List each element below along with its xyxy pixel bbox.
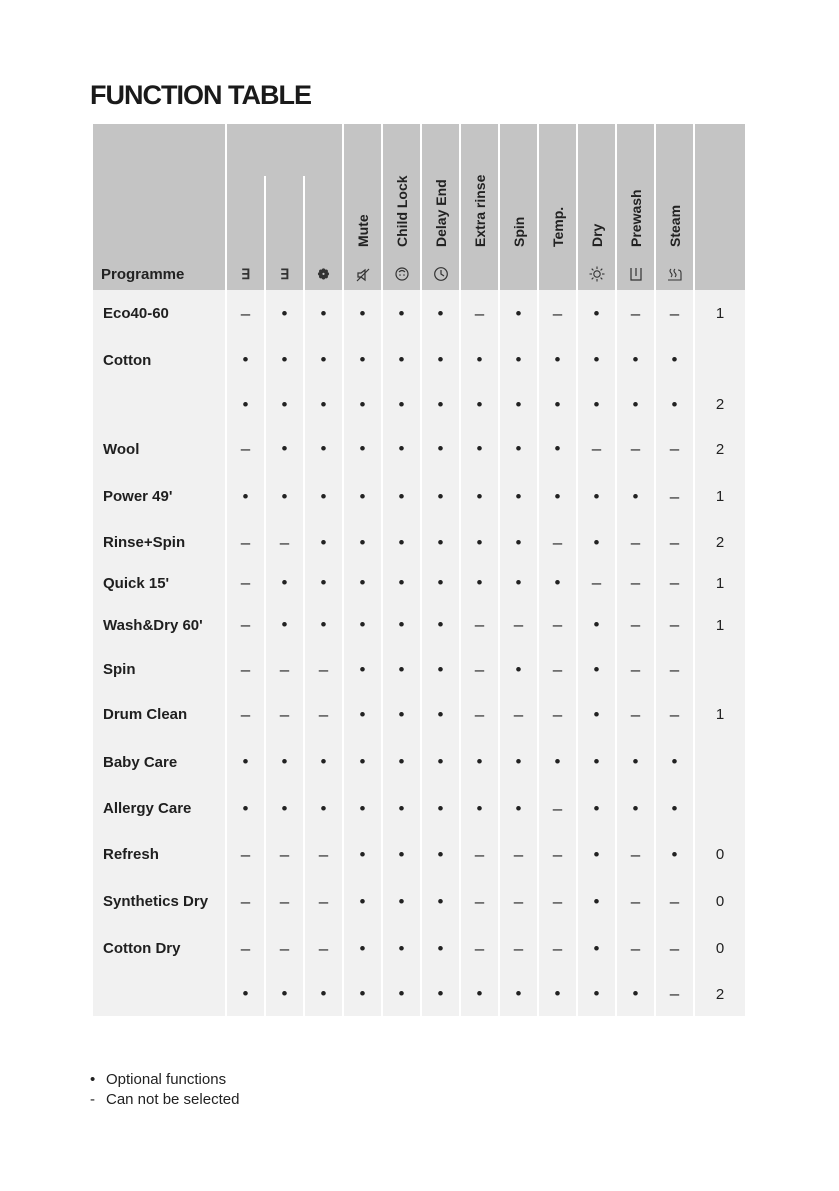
function-mark: • — [461, 521, 498, 564]
table-row — [93, 337, 745, 383]
function-mark: – — [266, 691, 303, 738]
function-mark: • — [305, 564, 342, 602]
function-mark: – — [266, 878, 303, 925]
function-mark: • — [344, 972, 381, 1016]
col-label-spin: Spin — [510, 216, 527, 247]
softener-compartment-icon: ❁ — [317, 266, 330, 282]
function-mark: • — [344, 337, 381, 383]
function-mark: • — [344, 521, 381, 564]
function-mark: – — [656, 426, 693, 472]
function-mark: • — [383, 831, 420, 878]
note-value: 0 — [695, 925, 745, 972]
function-mark: • — [344, 383, 381, 426]
note-value: 2 — [695, 426, 745, 472]
col-header-compartment-2 — [266, 176, 303, 290]
function-mark: – — [617, 564, 654, 602]
function-mark: – — [617, 831, 654, 878]
function-mark: • — [383, 925, 420, 972]
function-mark: • — [266, 602, 303, 648]
function-mark: • — [500, 564, 537, 602]
function-mark: • — [383, 290, 420, 337]
function-mark: – — [656, 972, 693, 1016]
function-mark: • — [500, 972, 537, 1016]
function-mark: • — [266, 786, 303, 831]
function-mark: – — [305, 648, 342, 691]
function-mark: • — [422, 831, 459, 878]
function-mark: • — [461, 972, 498, 1016]
note-value — [695, 648, 745, 691]
note-value: 1 — [695, 472, 745, 521]
function-mark: – — [617, 691, 654, 738]
function-mark: – — [539, 878, 576, 925]
function-mark: • — [383, 564, 420, 602]
programme-name: Wool — [93, 426, 225, 472]
function-mark: – — [227, 521, 264, 564]
function-mark: • — [305, 472, 342, 521]
function-mark: • — [578, 648, 615, 691]
col-label-temp: Temp. — [549, 206, 566, 247]
function-mark: – — [578, 564, 615, 602]
function-mark: • — [617, 472, 654, 521]
legend — [90, 1070, 239, 1110]
function-mark: • — [305, 521, 342, 564]
prewash-compartment-icon: ∃ — [241, 266, 250, 282]
function-mark: • — [617, 738, 654, 786]
function-mark: – — [617, 925, 654, 972]
col-label-prewash: Prewash — [627, 189, 644, 247]
function-mark: • — [227, 472, 264, 521]
programme-name: Allergy Care — [93, 786, 225, 831]
function-mark: – — [656, 472, 693, 521]
col-header-compartment-1 — [227, 176, 264, 290]
function-mark: • — [266, 337, 303, 383]
function-mark: – — [617, 521, 654, 564]
function-mark: • — [383, 383, 420, 426]
function-mark: • — [227, 972, 264, 1016]
function-mark: • — [500, 290, 537, 337]
function-mark: • — [656, 738, 693, 786]
legend-item-optional — [90, 1070, 239, 1090]
function-mark: – — [539, 290, 576, 337]
function-mark: – — [227, 648, 264, 691]
function-mark: – — [266, 648, 303, 691]
function-mark: – — [227, 691, 264, 738]
function-mark: – — [461, 878, 498, 925]
col-header-child-lock — [383, 124, 420, 290]
function-mark: • — [656, 383, 693, 426]
function-mark: • — [383, 648, 420, 691]
function-mark: – — [617, 878, 654, 925]
function-mark: • — [461, 337, 498, 383]
function-mark: – — [617, 426, 654, 472]
function-mark: – — [656, 878, 693, 925]
function-mark: – — [305, 878, 342, 925]
function-mark: • — [539, 564, 576, 602]
function-mark: – — [266, 521, 303, 564]
programme-name: Quick 15' — [93, 564, 225, 602]
programme-name: Cotton Dry — [93, 925, 225, 972]
function-mark: – — [227, 290, 264, 337]
function-mark: • — [461, 786, 498, 831]
function-mark: • — [227, 786, 264, 831]
page-title: FUNCTION TABLE — [90, 80, 311, 110]
programme-name: Baby Care — [93, 738, 225, 786]
function-mark: • — [578, 786, 615, 831]
function-mark: – — [656, 564, 693, 602]
function-mark: • — [344, 691, 381, 738]
function-mark: • — [539, 738, 576, 786]
function-mark: – — [539, 648, 576, 691]
function-mark: – — [656, 521, 693, 564]
function-mark: • — [422, 786, 459, 831]
col-header-steam — [656, 124, 693, 290]
function-mark: • — [500, 738, 537, 786]
table-row — [93, 925, 745, 972]
programme-name — [93, 972, 225, 1016]
function-mark: • — [617, 383, 654, 426]
child-lock-icon — [383, 265, 420, 282]
legend-symbol: • — [90, 1071, 96, 1088]
function-mark: • — [422, 878, 459, 925]
function-mark: • — [539, 972, 576, 1016]
note-value: 1 — [695, 691, 745, 738]
programme-name: Synthetics Dry — [93, 878, 225, 925]
function-mark: • — [383, 738, 420, 786]
function-mark: • — [578, 602, 615, 648]
function-mark: • — [617, 972, 654, 1016]
function-mark: • — [266, 738, 303, 786]
function-mark: • — [539, 383, 576, 426]
note-value: 1 — [695, 290, 745, 337]
function-mark: • — [266, 564, 303, 602]
function-mark: • — [344, 564, 381, 602]
function-mark: • — [578, 337, 615, 383]
function-mark: • — [383, 691, 420, 738]
col-header-mute — [344, 124, 381, 290]
function-mark: – — [227, 564, 264, 602]
function-mark: – — [461, 602, 498, 648]
function-mark: • — [578, 691, 615, 738]
programme-name: Power 49' — [93, 472, 225, 521]
function-mark: • — [383, 426, 420, 472]
function-mark: – — [305, 831, 342, 878]
function-mark: – — [461, 831, 498, 878]
function-mark: • — [578, 878, 615, 925]
function-mark: – — [500, 925, 537, 972]
col-header-compartment-3 — [305, 176, 342, 290]
function-mark: • — [227, 738, 264, 786]
function-mark: • — [578, 831, 615, 878]
function-mark: • — [422, 738, 459, 786]
function-mark: • — [383, 521, 420, 564]
col-label-dry: Dry — [588, 223, 605, 247]
function-mark: – — [656, 648, 693, 691]
function-mark: – — [227, 426, 264, 472]
note-value — [695, 786, 745, 831]
function-mark: • — [344, 426, 381, 472]
function-mark: • — [422, 564, 459, 602]
table-row — [93, 786, 745, 831]
function-mark: • — [344, 878, 381, 925]
function-mark: • — [227, 337, 264, 383]
function-mark: – — [656, 691, 693, 738]
function-mark: • — [344, 925, 381, 972]
table-row — [93, 383, 745, 426]
function-mark: • — [266, 426, 303, 472]
function-mark: • — [305, 383, 342, 426]
function-mark: • — [383, 602, 420, 648]
function-mark: • — [422, 383, 459, 426]
function-mark: • — [422, 290, 459, 337]
legend-item-not-selectable — [90, 1090, 239, 1110]
function-mark: • — [500, 648, 537, 691]
function-mark: • — [422, 337, 459, 383]
col-header-extra-rinse — [461, 124, 498, 290]
note-value: 2 — [695, 383, 745, 426]
programme-header: Programme — [93, 124, 225, 290]
function-mark: • — [500, 786, 537, 831]
programme-name: Eco40-60 — [93, 290, 225, 337]
table-row — [93, 426, 745, 472]
function-mark: • — [305, 426, 342, 472]
function-mark: • — [500, 383, 537, 426]
function-mark: – — [461, 691, 498, 738]
function-mark: • — [266, 290, 303, 337]
function-mark: – — [617, 602, 654, 648]
col-label-extra-rinse: Extra rinse — [471, 174, 488, 247]
function-mark: – — [539, 925, 576, 972]
function-mark: • — [500, 337, 537, 383]
function-mark: – — [500, 691, 537, 738]
function-mark: • — [422, 691, 459, 738]
function-mark: • — [305, 337, 342, 383]
col-header-temp — [539, 124, 576, 290]
note-value: 0 — [695, 831, 745, 878]
function-mark: – — [305, 691, 342, 738]
function-mark: • — [656, 831, 693, 878]
function-mark: – — [617, 290, 654, 337]
function-mark: • — [266, 472, 303, 521]
function-mark: – — [578, 426, 615, 472]
function-mark: • — [344, 472, 381, 521]
col-header-dry — [578, 124, 615, 290]
table-row — [93, 564, 745, 602]
function-mark: • — [344, 738, 381, 786]
function-mark: • — [422, 972, 459, 1016]
function-mark: – — [266, 925, 303, 972]
function-mark: • — [500, 521, 537, 564]
function-mark: – — [539, 691, 576, 738]
programme-name: Wash&Dry 60' — [93, 602, 225, 648]
function-mark: • — [656, 786, 693, 831]
function-mark: – — [227, 925, 264, 972]
function-mark: • — [461, 383, 498, 426]
legend-text: Can not be selected — [106, 1091, 240, 1108]
note-value — [695, 337, 745, 383]
function-mark: – — [227, 831, 264, 878]
col-header-prewash — [617, 124, 654, 290]
function-mark: • — [461, 564, 498, 602]
function-mark: – — [461, 925, 498, 972]
col-label-child-lock: Child Lock — [393, 175, 410, 247]
table-row — [93, 691, 745, 738]
table-row — [93, 290, 745, 337]
col-header-spin — [500, 124, 537, 290]
function-mark: • — [305, 602, 342, 648]
table-row — [93, 972, 745, 1016]
function-mark: • — [578, 383, 615, 426]
function-mark: • — [344, 786, 381, 831]
note-value: 1 — [695, 602, 745, 648]
function-mark: • — [383, 472, 420, 521]
function-mark: • — [578, 738, 615, 786]
table-row — [93, 831, 745, 878]
function-mark: • — [617, 786, 654, 831]
function-mark: • — [578, 972, 615, 1016]
function-mark: – — [266, 831, 303, 878]
mute-icon — [344, 266, 381, 282]
col-label-mute: Mute — [354, 214, 371, 247]
function-mark: • — [344, 831, 381, 878]
function-mark: • — [305, 786, 342, 831]
function-mark: • — [578, 521, 615, 564]
function-mark: – — [500, 878, 537, 925]
detergent-group-header — [227, 124, 342, 176]
sun-icon — [578, 265, 615, 282]
function-mark: • — [344, 602, 381, 648]
function-mark: • — [344, 648, 381, 691]
function-mark: – — [227, 878, 264, 925]
function-mark: • — [422, 925, 459, 972]
function-mark: • — [539, 426, 576, 472]
programme-name: Refresh — [93, 831, 225, 878]
function-mark: – — [539, 521, 576, 564]
prewash-icon — [617, 265, 654, 282]
legend-symbol: - — [90, 1091, 95, 1108]
function-mark: • — [422, 521, 459, 564]
main-wash-compartment-icon: ∃ — [280, 266, 289, 282]
function-mark: • — [383, 337, 420, 383]
function-mark: • — [617, 337, 654, 383]
col-label-steam: Steam — [666, 204, 683, 247]
function-mark: • — [461, 426, 498, 472]
steam-icon — [656, 265, 693, 282]
programme-name — [93, 383, 225, 426]
note-value: 1 — [695, 564, 745, 602]
function-mark: – — [461, 290, 498, 337]
function-mark: – — [227, 602, 264, 648]
function-mark: • — [227, 383, 264, 426]
function-mark: • — [500, 426, 537, 472]
function-mark: • — [539, 472, 576, 521]
function-mark: • — [422, 472, 459, 521]
function-mark: – — [305, 925, 342, 972]
function-mark: • — [383, 972, 420, 1016]
function-mark: – — [539, 831, 576, 878]
function-mark: – — [656, 290, 693, 337]
function-mark: • — [578, 472, 615, 521]
function-mark: – — [656, 602, 693, 648]
function-mark: • — [344, 290, 381, 337]
function-mark: – — [500, 602, 537, 648]
table-row — [93, 602, 745, 648]
function-mark: • — [422, 426, 459, 472]
function-mark: • — [461, 738, 498, 786]
programme-name: Rinse+Spin — [93, 521, 225, 564]
function-mark: • — [461, 472, 498, 521]
legend-text: Optional functions — [106, 1071, 227, 1088]
function-mark: • — [422, 648, 459, 691]
function-mark: • — [305, 290, 342, 337]
note-value — [695, 738, 745, 786]
function-mark: – — [617, 648, 654, 691]
function-mark: • — [578, 290, 615, 337]
function-mark: – — [539, 786, 576, 831]
col-header-delay-end — [422, 124, 459, 290]
table-row — [93, 521, 745, 564]
function-mark: • — [383, 786, 420, 831]
col-label-delay-end: Delay End — [432, 179, 449, 247]
function-mark: • — [305, 738, 342, 786]
function-mark: – — [656, 925, 693, 972]
table-row — [93, 738, 745, 786]
function-mark: • — [383, 878, 420, 925]
function-mark: • — [539, 337, 576, 383]
function-table — [91, 124, 747, 1016]
programme-name: Cotton — [93, 337, 225, 383]
note-value: 0 — [695, 878, 745, 925]
function-mark: • — [578, 925, 615, 972]
note-value: 2 — [695, 521, 745, 564]
function-mark: • — [500, 472, 537, 521]
function-mark: • — [656, 337, 693, 383]
col-header-note — [695, 124, 745, 290]
table-row — [93, 472, 745, 521]
function-mark: – — [461, 648, 498, 691]
table-body — [93, 290, 745, 1016]
function-mark: • — [266, 972, 303, 1016]
table-row — [93, 878, 745, 925]
table-row — [93, 648, 745, 691]
clock-icon — [422, 265, 459, 282]
note-value: 2 — [695, 972, 745, 1016]
function-mark: • — [422, 602, 459, 648]
function-mark: • — [305, 972, 342, 1016]
function-mark: – — [539, 602, 576, 648]
programme-name: Spin — [93, 648, 225, 691]
function-mark: – — [500, 831, 537, 878]
programme-name: Drum Clean — [93, 691, 225, 738]
function-mark: • — [266, 383, 303, 426]
